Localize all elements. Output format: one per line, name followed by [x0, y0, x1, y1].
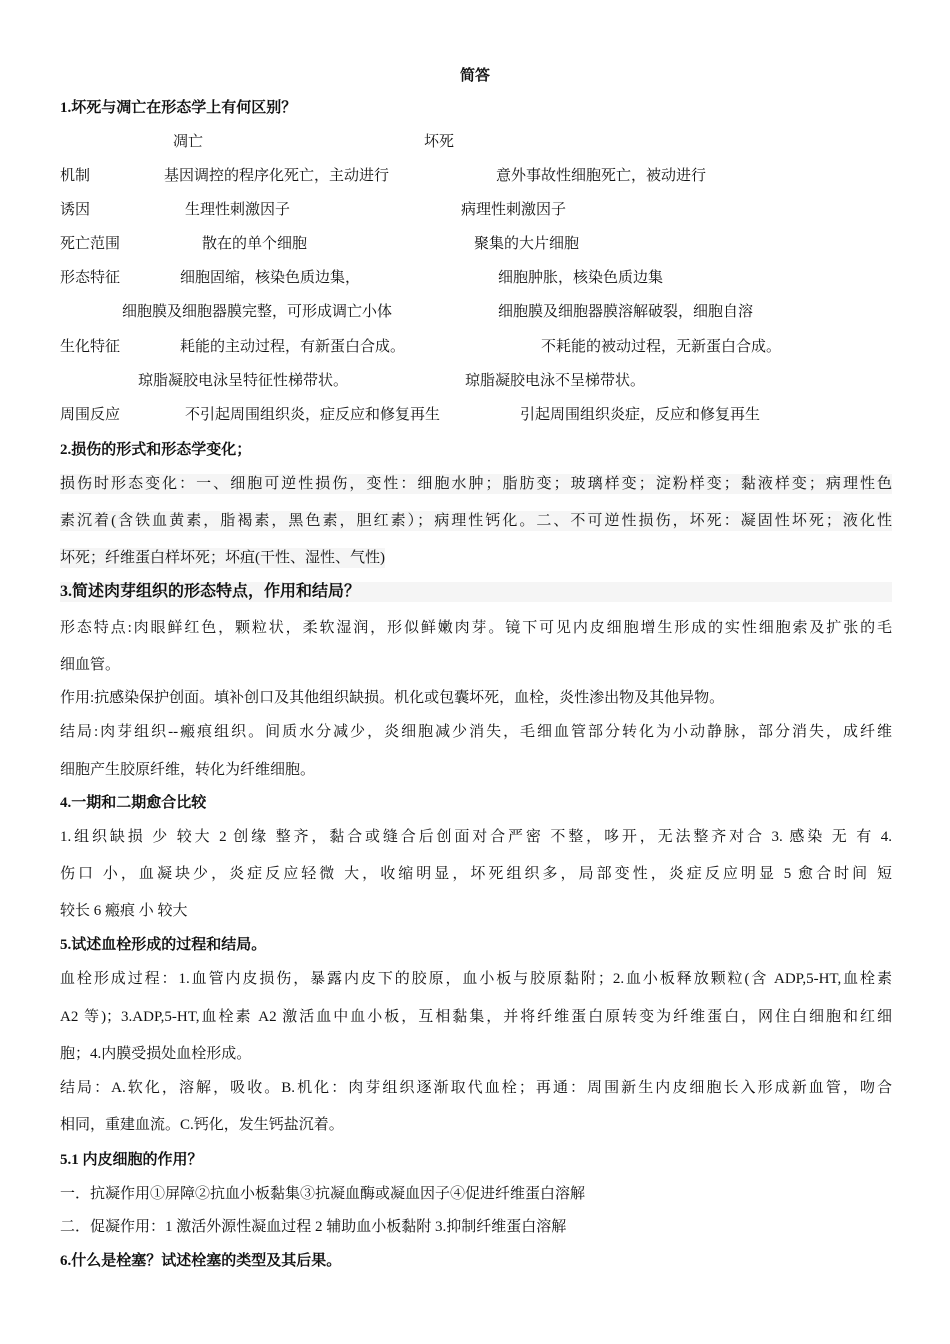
- apoptosis-cell: 基因调控的程序化死亡，主动进行: [164, 168, 390, 184]
- q1-heading: 1.坏死与凋亡在形态学上有何区别？: [60, 100, 297, 116]
- necrosis-cell: 病理性刺激因子: [461, 202, 567, 218]
- necrosis-cell: 不耗能的被动过程，无新蛋白合成。: [541, 339, 782, 355]
- q3-paragraph-line: 作用:抗感染保护创面。填补创口及其他组织缺损。机化或包囊坏死，血栓，炎性渗出物及其他异物。: [60, 690, 725, 706]
- apoptosis-cell: 不引起周围组织炎，症反应和修复再生: [185, 407, 441, 423]
- necrosis-cell: 细胞膜及细胞器膜溶解破裂，细胞自溶: [498, 304, 754, 320]
- necrosis-cell: 细胞肿胀，核染色质边集: [498, 270, 664, 286]
- apoptosis-cell: 细胞固缩，核染色质边集，: [180, 270, 361, 286]
- q51-heading: 5.1 内皮细胞的作用？: [60, 1152, 203, 1168]
- q5-paragraph-line: A2 等)；3.ADP,5-HT,血栓素 A2 激活血中血小板，互相黏集，并将纤维蛋白原转变为纤维蛋白，网住白细胞和红细: [60, 1009, 892, 1025]
- row-label: 周围反应: [60, 407, 121, 423]
- q51-paragraph-line: 一．抗凝作用①屏障②抗血小板黏集③抗凝血酶或凝血因子④促进纤维蛋白溶解: [60, 1186, 586, 1202]
- q5-paragraph-line: 相同，重建血流。C.钙化，发生钙盐沉着。: [60, 1117, 344, 1133]
- q4-paragraph-line: 1.组织缺损 少 较大 2 创缘 整齐，黏合或缝合后创面对合严密 不整，哆开，无法整齐对合 3. 感染 无 有 4.: [60, 829, 892, 845]
- row-label: 死亡范围: [60, 236, 121, 252]
- col-necrosis: 坏死: [424, 134, 455, 150]
- apoptosis-cell: 生理性刺激因子: [185, 202, 291, 218]
- q3-paragraph-line: 细血管。: [60, 657, 121, 673]
- q2-paragraph-line: 素沉着(含铁血黄素，脂褐素，黑色素，胆红素）；病理性钙化。二、不可逆性损伤，坏死：凝固性坏死；液化性: [60, 513, 892, 529]
- necrosis-cell: 意外事故性细胞死亡，被动进行: [496, 168, 707, 184]
- q4-paragraph-line: 较长 6 瘢痕 小 较大: [60, 903, 188, 919]
- row-label: 机制: [60, 168, 91, 184]
- q4-paragraph-line: 伤口 小，血凝块少，炎症反应轻微 大，收缩明显，坏死组织多，局部变性，炎症反应明显 5 愈合时间 短: [60, 866, 892, 882]
- q5-paragraph-line: 胞；4.内膜受损处血栓形成。: [60, 1046, 252, 1062]
- q3-paragraph-line: 形态特点:肉眼鲜红色，颗粒状，柔软湿润，形似鲜嫩肉芽。镜下可见内皮细胞增生形成的实性细胞索及扩张的毛: [60, 620, 892, 636]
- q3-paragraph-line: 细胞产生胶原纤维，转化为纤维细胞。: [60, 762, 316, 778]
- necrosis-cell: 琼脂凝胶电泳不呈梯带状。: [465, 373, 646, 389]
- q5-heading: 5.试述血栓形成的过程和结局。: [60, 937, 267, 953]
- q51-paragraph-line: 二．促凝作用：1 激活外源性凝血过程 2 辅助血小板黏附 3.抑制纤维蛋白溶解: [60, 1219, 567, 1235]
- apoptosis-cell: 细胞膜及细胞器膜完整，可形成调亡小体: [122, 304, 393, 320]
- apoptosis-cell: 琼脂凝胶电泳呈特征性梯带状。: [138, 373, 349, 389]
- row-label: 诱因: [60, 202, 91, 218]
- q3-paragraph-line: 结局:肉芽组织--瘢痕组织。间质水分减少，炎细胞减少消失，毛细血管部分转化为小动静脉，部分消失，成纤维: [60, 724, 892, 740]
- necrosis-cell: 引起周围组织炎症，反应和修复再生: [520, 407, 761, 423]
- q6-heading: 6.什么是栓塞？试述栓塞的类型及其后果。: [60, 1253, 342, 1269]
- col-apoptosis: 凋亡: [173, 134, 204, 150]
- q2-paragraph-line: 坏死；纤维蛋白样坏死；坏疽(干性、湿性、气性): [60, 550, 385, 566]
- q5-paragraph-line: 结局：A.软化，溶解，吸收。B.机化：肉芽组织逐渐取代血栓；再通：周围新生内皮细胞长入形成新血管，吻合: [60, 1080, 892, 1096]
- necrosis-cell: 聚集的大片细胞: [474, 236, 580, 252]
- apoptosis-cell: 耗能的主动过程，有新蛋白合成。: [180, 339, 406, 355]
- q3-heading: 3.简述肉芽组织的形态特点，作用和结局？: [60, 582, 892, 602]
- row-label: 生化特征: [60, 339, 121, 355]
- q4-heading: 4.一期和二期愈合比较: [60, 795, 207, 811]
- q2-paragraph-line: 损伤时形态变化：一、细胞可逆性损伤，变性：细胞水肿；脂肪变；玻璃样变；淀粉样变；黏液样变；病理性色: [60, 476, 892, 492]
- q5-paragraph-line: 血栓形成过程：1.血管内皮损伤，暴露内皮下的胶原，血小板与胶原黏附；2.血小板释放颗粒(含 ADP,5-HT,血栓素: [60, 971, 892, 987]
- apoptosis-cell: 散在的单个细胞: [202, 236, 308, 252]
- page-title: 简答: [459, 68, 490, 84]
- q2-heading: 2.损伤的形式和形态学变化；: [60, 442, 252, 458]
- row-label: 形态特征: [60, 270, 121, 286]
